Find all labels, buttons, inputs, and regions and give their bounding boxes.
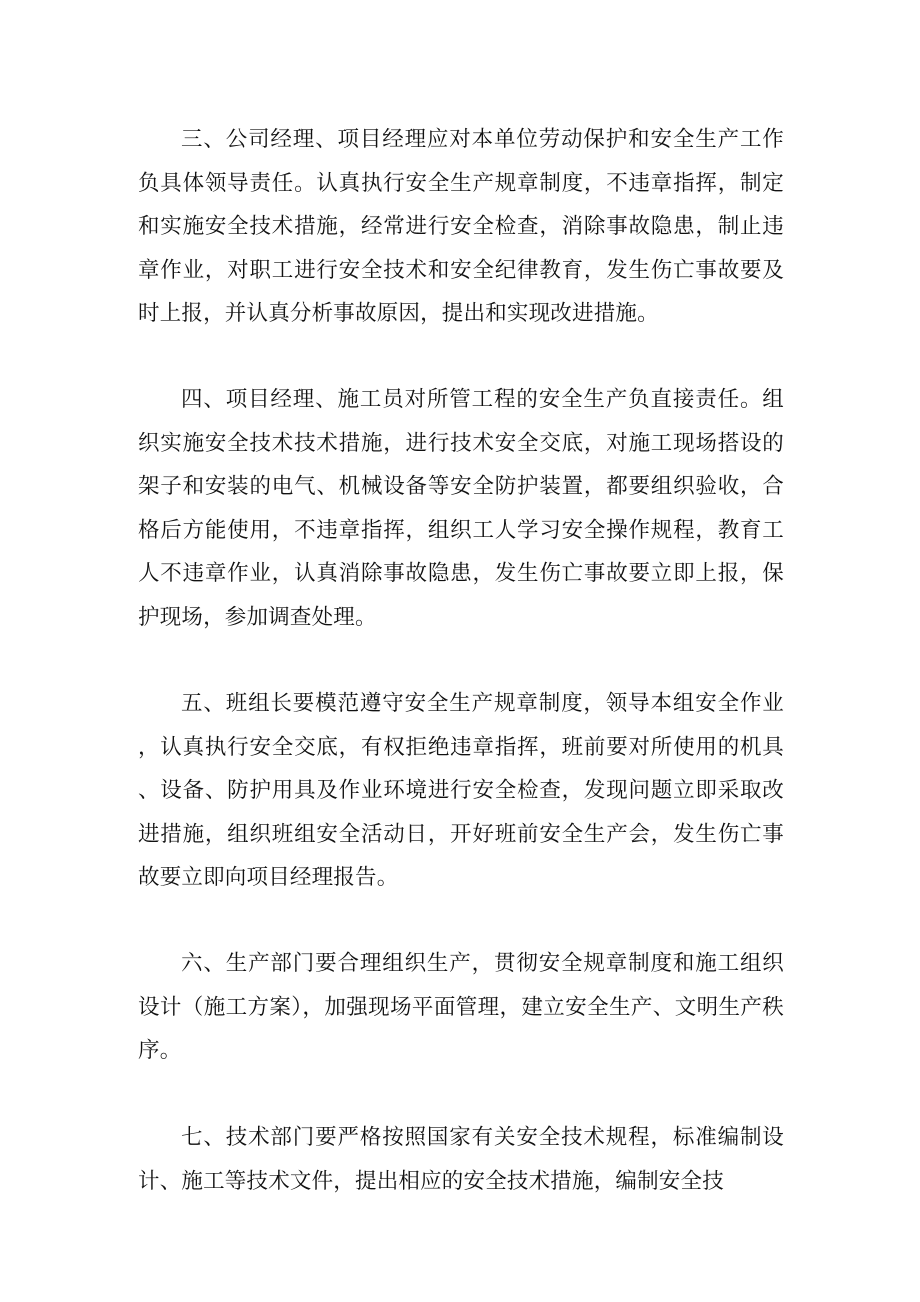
paragraph-5-team-leader-duties: 五、班组长要模范遵守安全生产规章制度，领导本组安全作业，认真执行安全交底，有权拒绝违章指挥，班前要对所使用的机具、设备、防护用具及作业环境进行安全检查，发现问题立即采取改进措施，组织班组安全活动日，开好班前安全生产会，发生伤亡事故要立即向项目经理报告。: [138, 691, 784, 890]
paragraph-7-technical-department-duties: 七、技术部门要严格按照国家有关安全技术规程，标准编制设计、施工等技术文件，提出相应的安全技术措施，编制安全技: [138, 1125, 784, 1194]
paragraph-4-project-manager-duties: 四、项目经理、施工员对所管工程的安全生产负直接责任。组织实施安全技术技术措施，进行技术安全交底，对施工现场搭设的架子和安装的电气、机械设备等安全防护装置，都要组织验收，合格后方能使用，不违章指挥，组织工人学习安全操作规程，教育工人不违章作业，认真消除事故隐患，发生伤亡事故要立即上报，保护现场，参加调查处理。: [138, 387, 784, 630]
paragraph-6-production-department-duties: 六、生产部门要合理组织生产，贯彻安全规章制度和施工组织设计（施工方案），加强现场平面管理，建立安全生产、文明生产秩序。: [138, 951, 784, 1063]
paragraph-3-company-manager-duties: 三、公司经理、项目经理应对本单位劳动保护和安全生产工作负具体领导责任。认真执行安全生产规章制度，不违章指挥，制定和实施安全技术措施，经常进行安全检查，消除事故隐患，制止违章作业，对职工进行安全技术和安全纪律教育，发生伤亡事故要及时上报，并认真分析事故原因，提出和实现改进措施。: [138, 127, 784, 326]
